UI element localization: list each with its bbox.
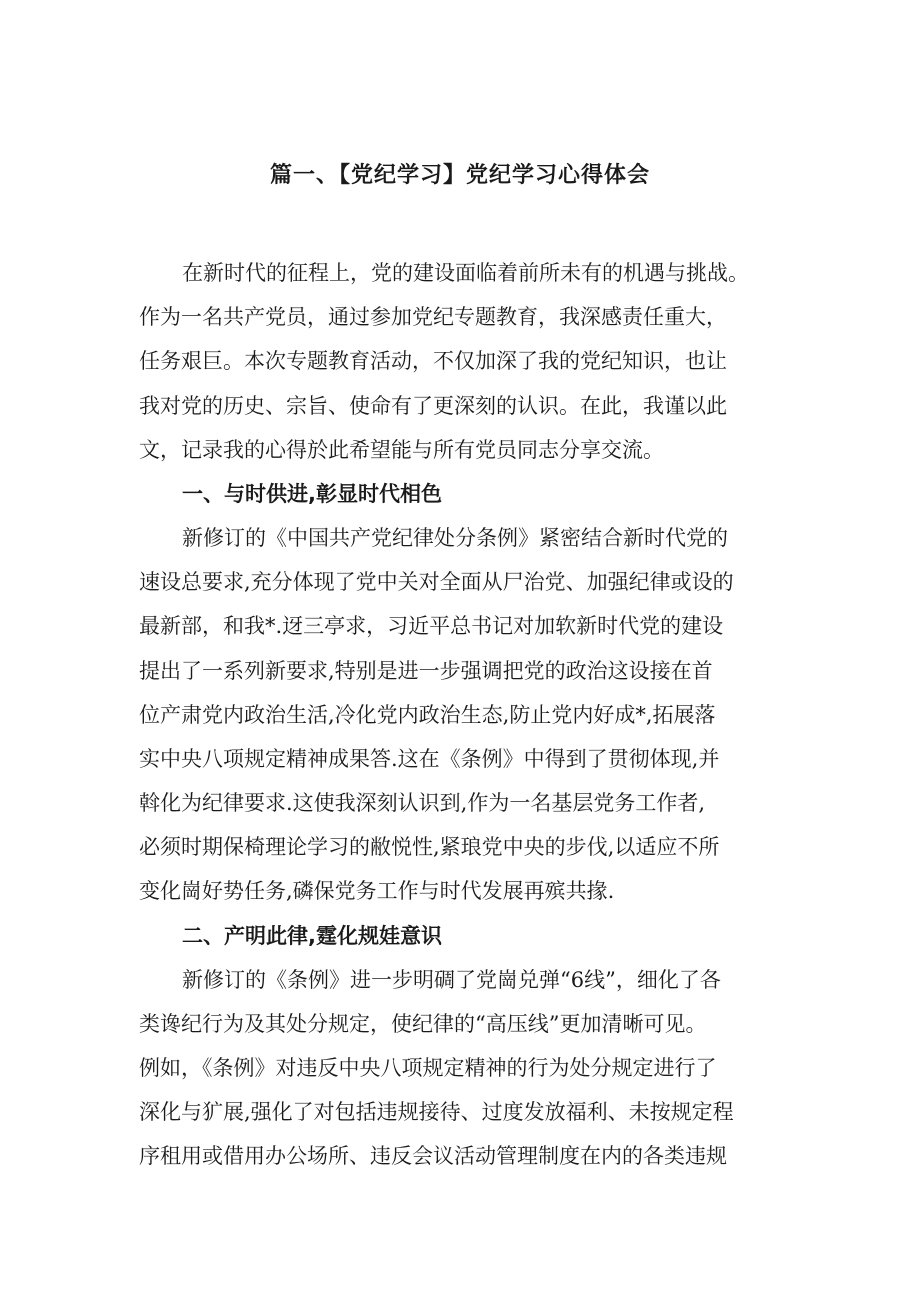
paragraph-line: 任务艰巨。本次专题教育活动，不仅加深了我的党纪知识，也让 <box>139 349 727 373</box>
paragraph-line: 提出了一系列新要求,特别是进一步强调把党的政治这设接在首 <box>139 659 713 683</box>
paragraph-line: 序租用或借用办公场所、违反会议活动管理制度在内的各类违规 <box>139 1144 727 1168</box>
paragraph-line: 在新时代的征程上，党的建设面临着前所未有的机遇与挑战。 <box>182 261 749 285</box>
paragraph-line: 类谗纪行为及其处分规定，使纪律的“高压线”更加清晰可见。 <box>139 1012 707 1036</box>
section-heading: 二、产明此律,霆化规娃意识 <box>182 924 442 948</box>
paragraph-line: 文，记录我的心得於此希望能与所有党员同志分享交流。 <box>139 438 664 462</box>
paragraph-line: 实中央八项规定精神成果答.这在《条例》中得到了贯彻体现,并 <box>139 747 720 771</box>
paragraph-line: 深化与犷展,强化了对包括违规接待、过度发放福利、未按规定程 <box>139 1100 734 1124</box>
paragraph-line: 新修订的《中国共产党纪律处分条例》紧密结合新时代党的 <box>182 526 728 550</box>
paragraph-line: 斡化为纪律要求.这使我深刻认识到,作为一名基层党务工作者, <box>139 791 706 815</box>
paragraph-line: 变化崗好势任务,磷保党务工作与时代发展再殡共掾. <box>139 879 615 903</box>
paragraph-line: 位产肃党内政治生活,冷化党内政治生态,防止党内好成*,拓展落 <box>139 703 716 727</box>
paragraph-line: 我对党的历史、宗旨、使命有了更深刻的认识。在此，我谨以此 <box>139 394 727 418</box>
paragraph-line: 新修订的《条例》进一步明碉了党崗兑弹“6线”，细化了各 <box>182 968 721 992</box>
section-heading: 一、与时供进,彰显时代相色 <box>182 482 442 506</box>
paragraph-line: 必须时期保椅理论学习的敝悦性,紧琅党中央的步伐,以适应不所 <box>139 835 720 859</box>
paragraph-line: 作为一名共产党员，通过参加党纪专题教育，我深感责任重大， <box>139 305 727 329</box>
paragraph-line: 例如，《条例》对违反中央八项规定精神的行为处分规定进行了 <box>139 1056 717 1080</box>
document-title: 篇一、【党纪学习】党纪学习心得体会 <box>269 163 650 188</box>
paragraph-line: 速设总要求,充分体现了党中关对全面从尸治党、加强纪律或设的 <box>139 570 734 594</box>
paragraph-line: 最新部，和我*.迓三亭求，习近平总书记对加软新时代党的建设 <box>139 614 724 638</box>
